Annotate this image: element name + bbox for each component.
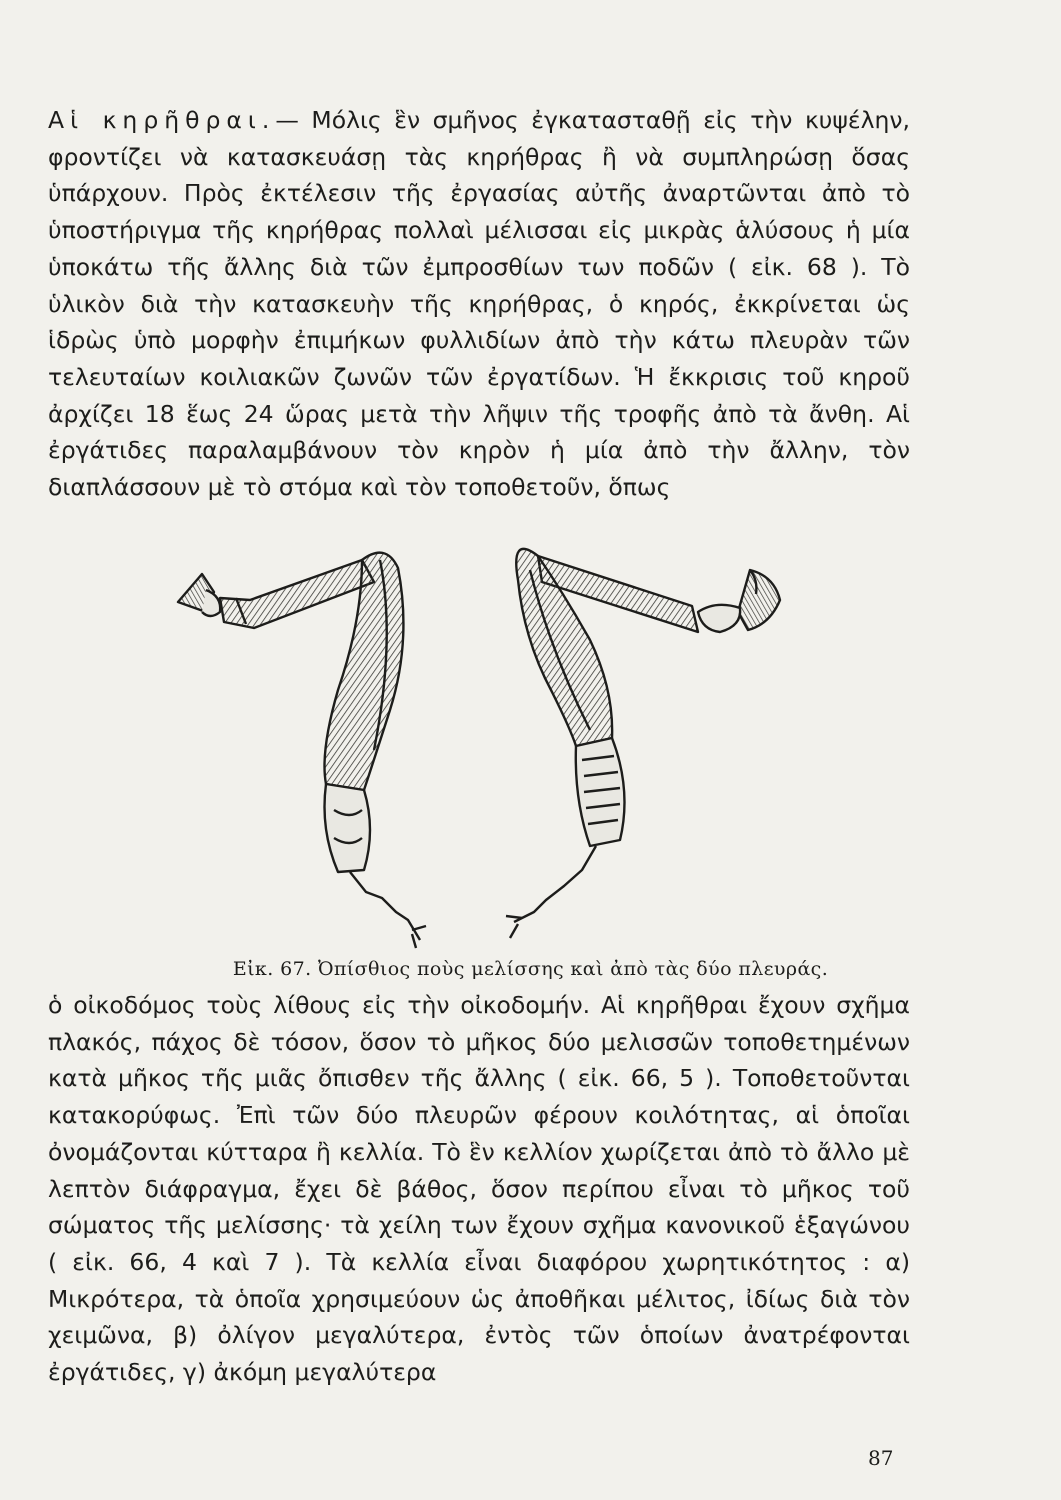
right-leg-tarsus xyxy=(514,846,596,922)
figure-bee-hind-legs xyxy=(150,520,910,950)
right-leg-drawing xyxy=(506,549,780,938)
left-leg-basitarsus xyxy=(325,784,371,872)
right-leg-basitarsus xyxy=(576,738,625,846)
paragraph-top xyxy=(48,102,910,506)
paragraph-bottom: ὁ οἰκοδόμος τοὺς λίθους εἰς τὴν οἰκοδομήν. Αἱ κηρῆθραι ἔχουν σχῆμα πλακός, πάχος δὲ τόσον, ὅσον τὸ μῆκος δύο μελισσῶν τοποθετημένων κατὰ μῆκος τῆς μιᾶς ὄπισθεν τῆς ἄλλης ( εἰκ. 66, 5 ). Τοποθετοῦνται κατακορύφως. Ἐπὶ τῶν δύο πλευρῶν φέρουν κοιλότητας, αἱ ὁποῖαι ὀνομάζονται κύτταρα ἢ κελλία. Τὸ ἓν κελλίον χωρίζεται ἀπὸ τὸ ἄλλο μὲ λεπτὸν διάφραγμα, ἔχει δὲ βάθος, ὅσον περίπου εἶναι τὸ μῆκος τοῦ σώματος τῆς μελίσσης· τὰ χείλη των ἔχουν σχῆμα κανονικοῦ ἑξαγώνου ( εἰκ. 66, 4 καὶ 7 ). Τὰ κελλία εἶναι διαφόρου χωρητικότητος : α) Μικρότερα, τὰ ὁποῖα χρησιμεύουν ὡς ἀποθῆκαι μέλιτος, ἰδίως διὰ τὸν χειμῶνα, β) ὀλίγον μεγαλύτερα, ἐντὸς τῶν ὁποίων ἀνατρέφονται ἐργάτιδες, γ) ἀκόμη μεγαλύτερα xyxy=(48,991,910,1387)
paragraph-top-text: — Μόλις ἓν σμῆνος ἐγκατασταθῇ εἰς τὴν κυψέλην, φροντίζει νὰ κατασκευάσῃ τὰς κηρήθρας ἢ νὰ συμπληρώσῃ ὅσας ὑπάρχουν. Πρὸς ἐκτέλεσιν τῆς ἐργασίας αὐτῆς ἀναρτῶνται ἀπὸ τὸ ὑποστήριγμα τῆς κηρήθρας πολλαὶ μέλισσαι εἰς μικρὰς ἁλύσους ἡ μία ὑποκάτω τῆς ἄλλης διὰ τῶν ἐμπροσθίων των ποδῶν ( εἰκ. 68 ). Τὸ ὑλικὸν διὰ τὴν κατασκευὴν τῆς κηρήθρας, ὁ κηρός, ἐκκρίνεται ὡς ἱδρὼς ὑπὸ μορφὴν ἐπιμήκων φυλλιδίων ἀπὸ τὴν κάτω πλευρὰν τῶν τελευταίων κοιλιακῶν ζωνῶν τῶν ἐργατίδων. Ἡ ἔκκρισις τοῦ κηροῦ ἀρχίζει 18 ἕως 24 ὥρας μετὰ τὴν λῆψιν τῆς τροφῆς ἀπὸ τὰ ἄνθη. Αἱ ἐργάτιδες παραλαμβάνουν τὸν κηρὸν ἡ μία ἀπὸ τὴν ἄλλην, τὸν διαπλάσσουν μὲ τὸ στόμα καὶ τὸν τοποθετοῦν, ὅπως xyxy=(48,106,910,502)
page-number: 87 xyxy=(868,1446,894,1470)
section-heading: Αἱ κηρῆθραι. xyxy=(48,106,276,134)
right-leg-coxa xyxy=(738,570,780,630)
figure-caption: Εἰκ. 67. Ὀπίσθιος ποὺς μελίσσης καὶ ἀπὸ τὰς δύο πλευράς. xyxy=(232,958,829,980)
left-leg-drawing xyxy=(178,553,426,948)
left-leg-tarsus xyxy=(350,872,420,940)
